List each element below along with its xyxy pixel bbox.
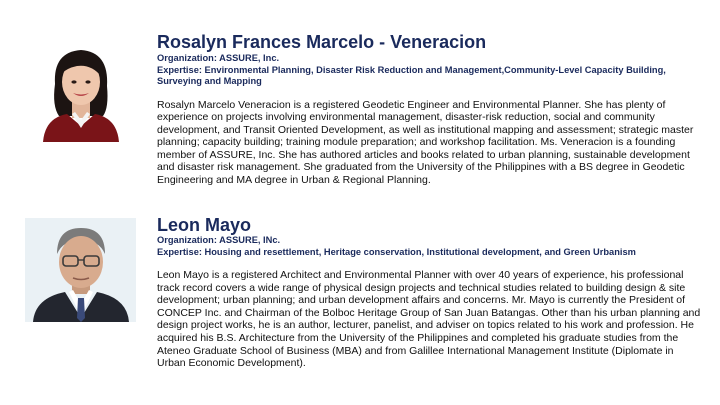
profile-name: Leon Mayo [157,215,252,235]
profile-organization: Organization: ASSURE, Inc. [157,53,280,63]
profile-organization: Organization: ASSURE, INc. [157,235,281,245]
profile-photo-1 [25,44,136,142]
profile-info-2 [157,215,702,370]
portrait-woman-icon [25,44,136,142]
profile-expertise: Expertise: Environmental Planning, Disaster Risk Reduction and Management,Community-Level Capacity Building, Surveying and Mapping [157,64,666,86]
profile-bio: Rosalyn Marcelo Veneracion is a registered Geodetic Engineer and Environmental Planner. She has plenty of experience on projects involving environmental management, disaster-risk reduction, social and community development, and Transit Oriented Development, as well as institutional mapping and assessment; strategic master planning; capacity building; training module preparation; and workshop facilitation. Ms. Veneracion is a founding member of ASSURE, Inc. She has authored articles and books related to urban planning, sustainable development and disaster risk management. She graduated from the University of the Philippines with a BS degree in Geodetic Engineering and MA degree in Urban & Regional Planning. [157,98,694,187]
profile-info-1 [157,32,702,187]
profile-expertise: Expertise: Housing and resettlement, Heritage conservation, Institutional development, and Green Urbanism [157,246,636,257]
profile-photo-2 [25,218,136,322]
profile-bio: Leon Mayo is a registered Architect and Environmental Planner with over 40 years of experience, his professional track record covers a wide range of physical design projects and technical studies related to building design & site development; urban planning; and urban development affairs and concerns. Mr. Mayo is currently the President of CONCEP Inc. and Chairman of the Bolboc Heritage Group of San Juan Batangas. Other than his urban planning and design project works, he is an author, lecturer, panelist, and adviser on topics related to his work and profession. He acquired his B.S. Architecture from the University of the Philippines and completed his graduate studies from the Ateneo Graduate School of Business (MBA) and from Galillee International Management Institute (Diplomate in Urban Economic Development). [157,269,701,370]
profile-name: Rosalyn Frances Marcelo - Veneracion [157,32,487,52]
portrait-man-icon [25,218,136,322]
